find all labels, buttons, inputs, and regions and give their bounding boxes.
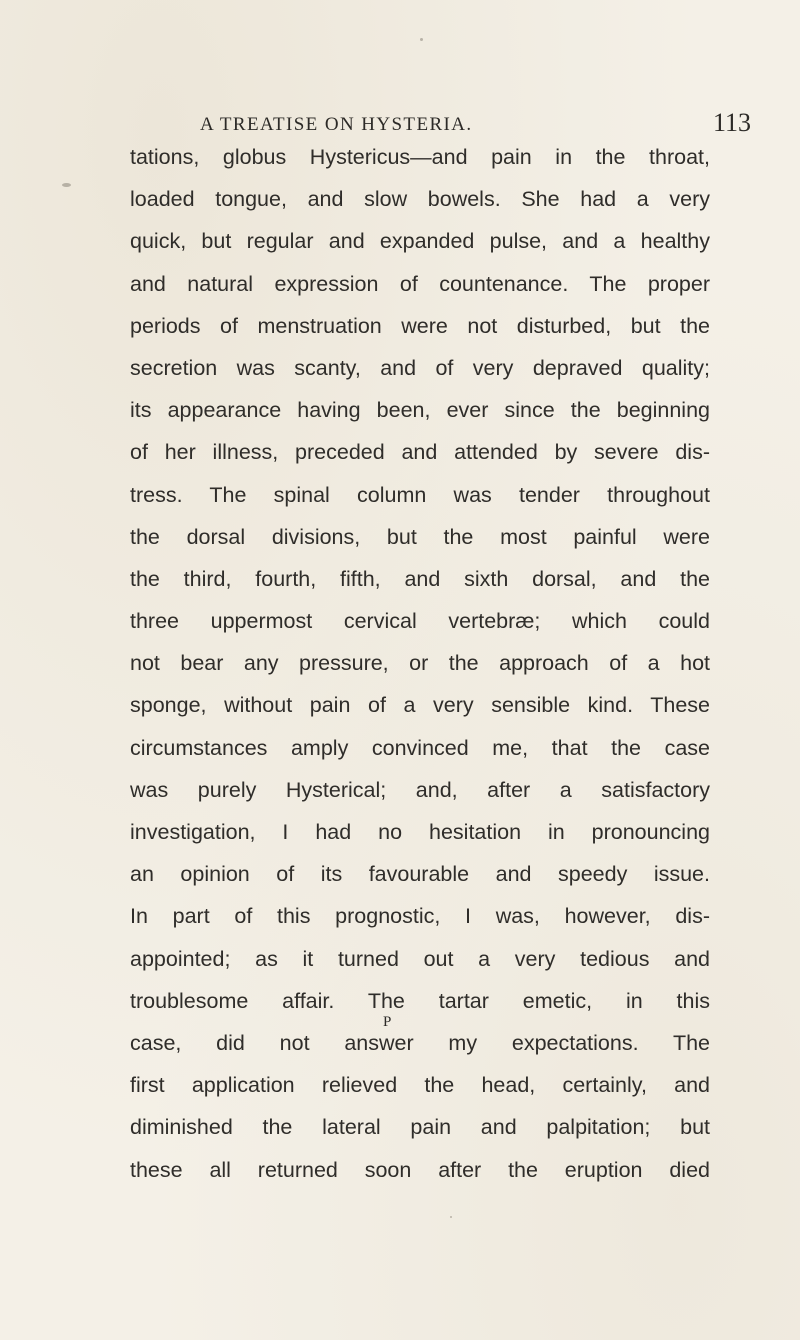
- text-line: its appearance having been, ever since the beginning: [130, 398, 710, 423]
- text-line: was purely Hysterical; and, after a satisfactory: [130, 777, 710, 802]
- text-line: tations, globus Hystericus—and pain in the throat,: [130, 145, 710, 169]
- text-line: troublesome affair. The tartar emetic, in this: [130, 988, 710, 1013]
- paper-speck: [420, 38, 423, 41]
- text-line: tress. The spinal column was tender throughout: [130, 482, 710, 507]
- running-title: A TREATISE ON HYSTERIA.: [200, 114, 473, 135]
- text-line: of her illness, preceded and attended by severe dis-: [130, 440, 710, 465]
- body-text: [130, 136, 710, 1191]
- text-line: investigation, I had no hesitation in pronouncing: [130, 820, 710, 844]
- text-line: diminished the lateral pain and palpitation; but: [130, 1115, 710, 1140]
- text-line: sponge, without pain of a very sensible kind. These: [130, 693, 710, 718]
- signature-mark: P: [383, 1014, 392, 1030]
- text-line: appointed; as it turned out a very tedious and: [130, 946, 710, 971]
- text-line: not bear any pressure, or the approach of a hot: [130, 651, 710, 676]
- text-line: the dorsal divisions, but the most painful were: [130, 524, 710, 549]
- text-line: quick, but regular and expanded pulse, and a healthy: [130, 229, 710, 254]
- text-line: periods of menstruation were not disturbed, but the: [130, 313, 710, 338]
- text-line: these all returned soon after the eruption died: [130, 1157, 710, 1182]
- text-line: an opinion of its favourable and speedy issue.: [130, 862, 710, 887]
- text-line: three uppermost cervical vertebræ; which could: [130, 609, 710, 634]
- text-line: and natural expression of countenance. The proper: [130, 271, 710, 296]
- text-line: In part of this prognostic, I was, however, dis-: [130, 904, 710, 929]
- page-number: 113: [713, 108, 752, 137]
- text-line: first application relieved the head, certainly, and: [130, 1073, 710, 1098]
- paper-speck: [62, 183, 71, 187]
- text-line: secretion was scanty, and of very depraved quality;: [130, 355, 710, 380]
- text-line: the third, fourth, fifth, and sixth dorsal, and the: [130, 566, 710, 591]
- text-line: loaded tongue, and slow bowels. She had a very: [130, 187, 710, 212]
- paper-speck: [450, 1216, 452, 1218]
- text-line: circumstances amply convinced me, that the case: [130, 735, 710, 760]
- text-line: case, did not answer my expectations. The: [130, 1030, 710, 1055]
